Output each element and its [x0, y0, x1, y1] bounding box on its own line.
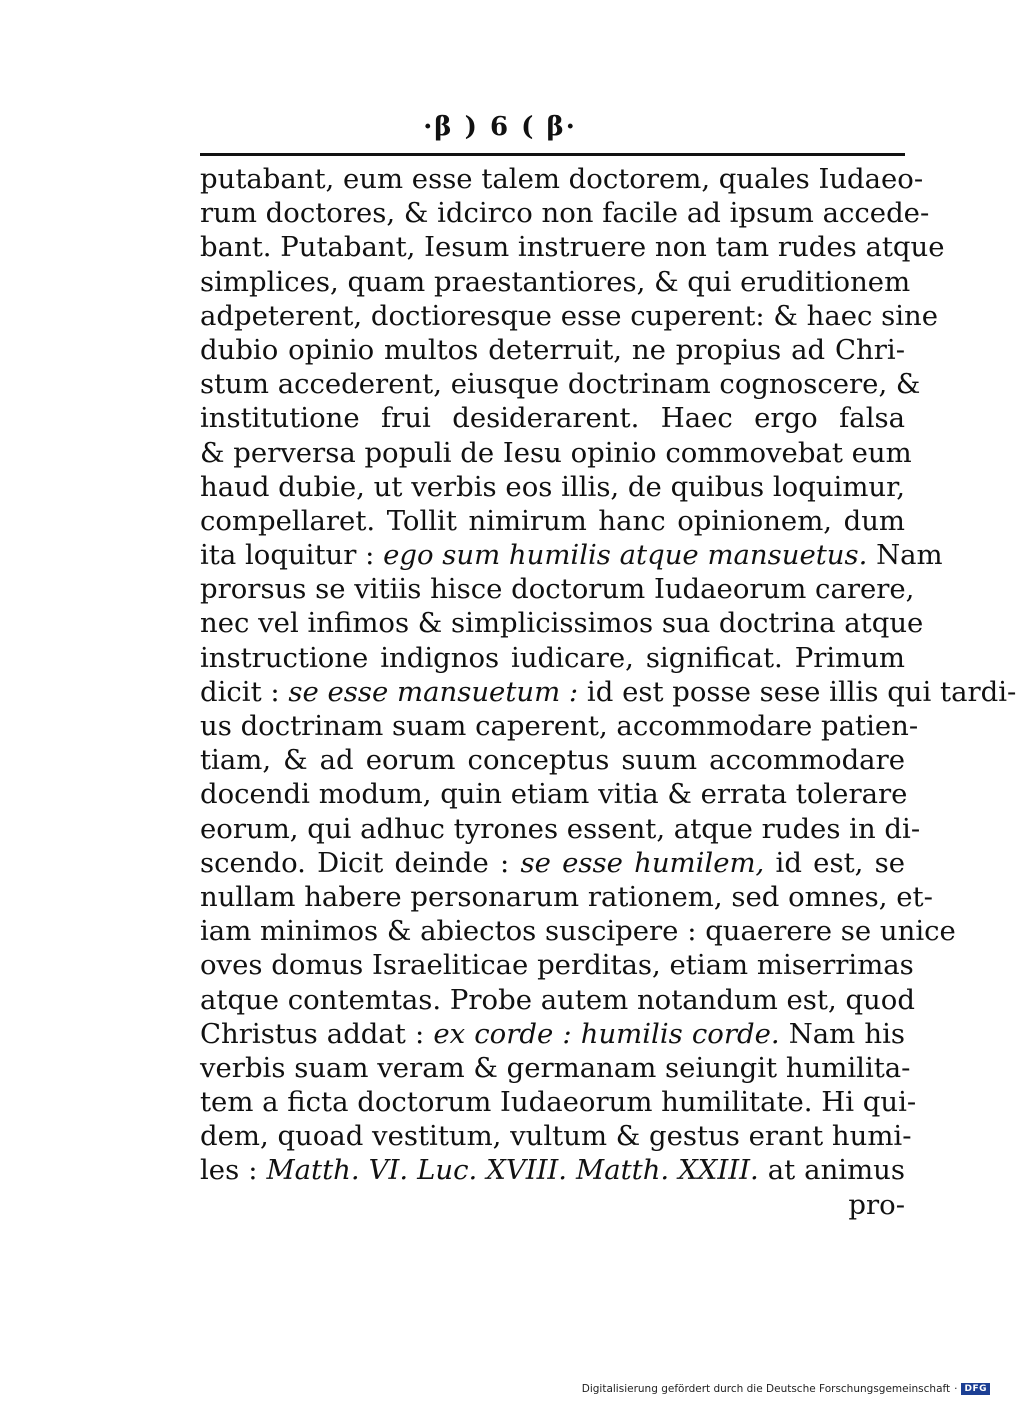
text-run: iam minimos & abiectos suscipere : quaerere se unice — [200, 915, 956, 948]
text-line — [200, 914, 956, 948]
text-line — [200, 196, 930, 230]
text-run: adpeterent, doctioresque esse cuperent: & haec sine — [200, 299, 939, 332]
text-line — [200, 948, 914, 982]
text-line — [200, 641, 905, 675]
text-run: dem, quoad vestitum, vultum & gestus erant humi- — [200, 1120, 912, 1153]
text-run: nullam habere personarum rationem, sed omnes, et- — [200, 880, 933, 913]
catchword: pro- — [848, 1188, 905, 1221]
text-run: & perversa populi de Iesu opinio commovebat eum — [200, 436, 912, 469]
italic-quote: Matth. VI. Luc. XVIII. Matth. XXIII. — [266, 1154, 759, 1187]
text-run: us doctrinam suam caperent, accommodare patien- — [200, 710, 919, 742]
text-line — [200, 743, 905, 777]
italic-quote: ego sum humilis atque mansuetus. — [383, 539, 868, 572]
text-run: bant. Putabant, Iesum instruere non tam rudes atque — [200, 231, 945, 264]
text-line — [200, 709, 919, 743]
text-line — [200, 504, 905, 538]
text-line — [200, 333, 905, 367]
text-run: at animus — [758, 1154, 905, 1187]
text-run: oves domus Israeliticae perditas, etiam miserrimas — [200, 949, 914, 982]
text-line — [200, 606, 924, 640]
text-line — [200, 401, 905, 435]
header-rule — [200, 153, 905, 156]
text-line — [200, 1017, 905, 1051]
running-head: ·β ) 6 ( β· — [423, 112, 577, 142]
text-line — [200, 1153, 905, 1187]
text-line — [200, 880, 933, 914]
text-run: dubio opinio multos deterruit, ne propius ad Chri- — [200, 333, 905, 366]
body-text — [200, 162, 1016, 1222]
text-run: docendi modum, quin etiam vitia & errata tolerare — [200, 778, 908, 811]
text-run: putabant, eum esse talem doctorem, quales Iudaeo- — [200, 163, 924, 195]
credit-separator: · — [954, 1383, 958, 1395]
text-line — [200, 675, 1016, 709]
text-line — [200, 162, 924, 196]
text-run: Nam — [867, 539, 943, 572]
text-run: Nam his — [779, 1017, 905, 1050]
text-line — [200, 983, 915, 1017]
text-run: simplices, quam praestantiores, & qui eruditionem — [200, 265, 911, 298]
digitization-credit — [582, 1383, 990, 1395]
text-line — [200, 812, 921, 846]
text-line — [200, 367, 921, 401]
italic-quote: ex corde : humilis corde. — [433, 1017, 780, 1050]
text-line — [200, 777, 908, 811]
text-line — [200, 572, 915, 606]
text-line — [200, 265, 911, 299]
text-run: instructione indignos iudicare, significat. Primum — [200, 641, 905, 674]
text-run: eorum, qui adhuc tyrones essent, atque rudes in di- — [200, 812, 921, 845]
text-run: atque contemtas. Probe autem notandum est, quod — [200, 983, 915, 1016]
text-run: verbis suam veram & germanam seiungit humilita- — [200, 1051, 911, 1084]
text-line — [200, 470, 905, 504]
text-line — [200, 846, 905, 880]
text-run: dicit : — [200, 675, 289, 708]
italic-quote: se esse humilem, — [520, 846, 765, 879]
text-run: stum accederent, eiusque doctrinam cognoscere, & — [200, 368, 921, 401]
text-line — [200, 538, 943, 572]
text-run: id est, se — [764, 846, 905, 879]
text-line — [200, 1085, 917, 1119]
text-run: tem a ficta doctorum Iudaeorum humilitate. Hi qui- — [200, 1086, 917, 1119]
text-run: rum doctores, & idcirco non facile ad ipsum accede- — [200, 197, 930, 230]
text-run: Christus addat : — [200, 1017, 434, 1050]
text-line — [200, 1051, 911, 1085]
text-run: haud dubie, ut verbis eos illis, de quibus loquimur, — [200, 470, 905, 503]
text-run: scendo. Dicit deinde : — [200, 846, 521, 879]
text-run: id est posse sese illis qui tardi- — [578, 675, 1016, 708]
text-line — [200, 230, 945, 264]
italic-quote: se esse mansuetum : — [288, 675, 579, 708]
text-run: nec vel infimos & simplicissimos sua doctrina atque — [200, 607, 924, 640]
text-line — [200, 436, 912, 470]
text-run: institutione frui desiderarent. Haec ergo falsa — [200, 402, 905, 435]
text-line — [200, 1119, 912, 1153]
text-run: compellaret. Tollit nimirum hanc opinionem, dum — [200, 504, 905, 537]
text-run: prorsus se vitiis hisce doctorum Iudaeorum carere, — [200, 573, 915, 606]
text-run: tiam, & ad eorum conceptus suum accommodare — [200, 744, 905, 777]
credit-text: Digitalisierung gefördert durch die Deutsche Forschungsgemeinschaft — [581, 1383, 951, 1395]
dfg-logo: DFG — [961, 1383, 990, 1395]
text-line — [200, 299, 939, 333]
text-run: ita loquitur : — [200, 539, 384, 572]
text-run: les : — [200, 1154, 267, 1187]
